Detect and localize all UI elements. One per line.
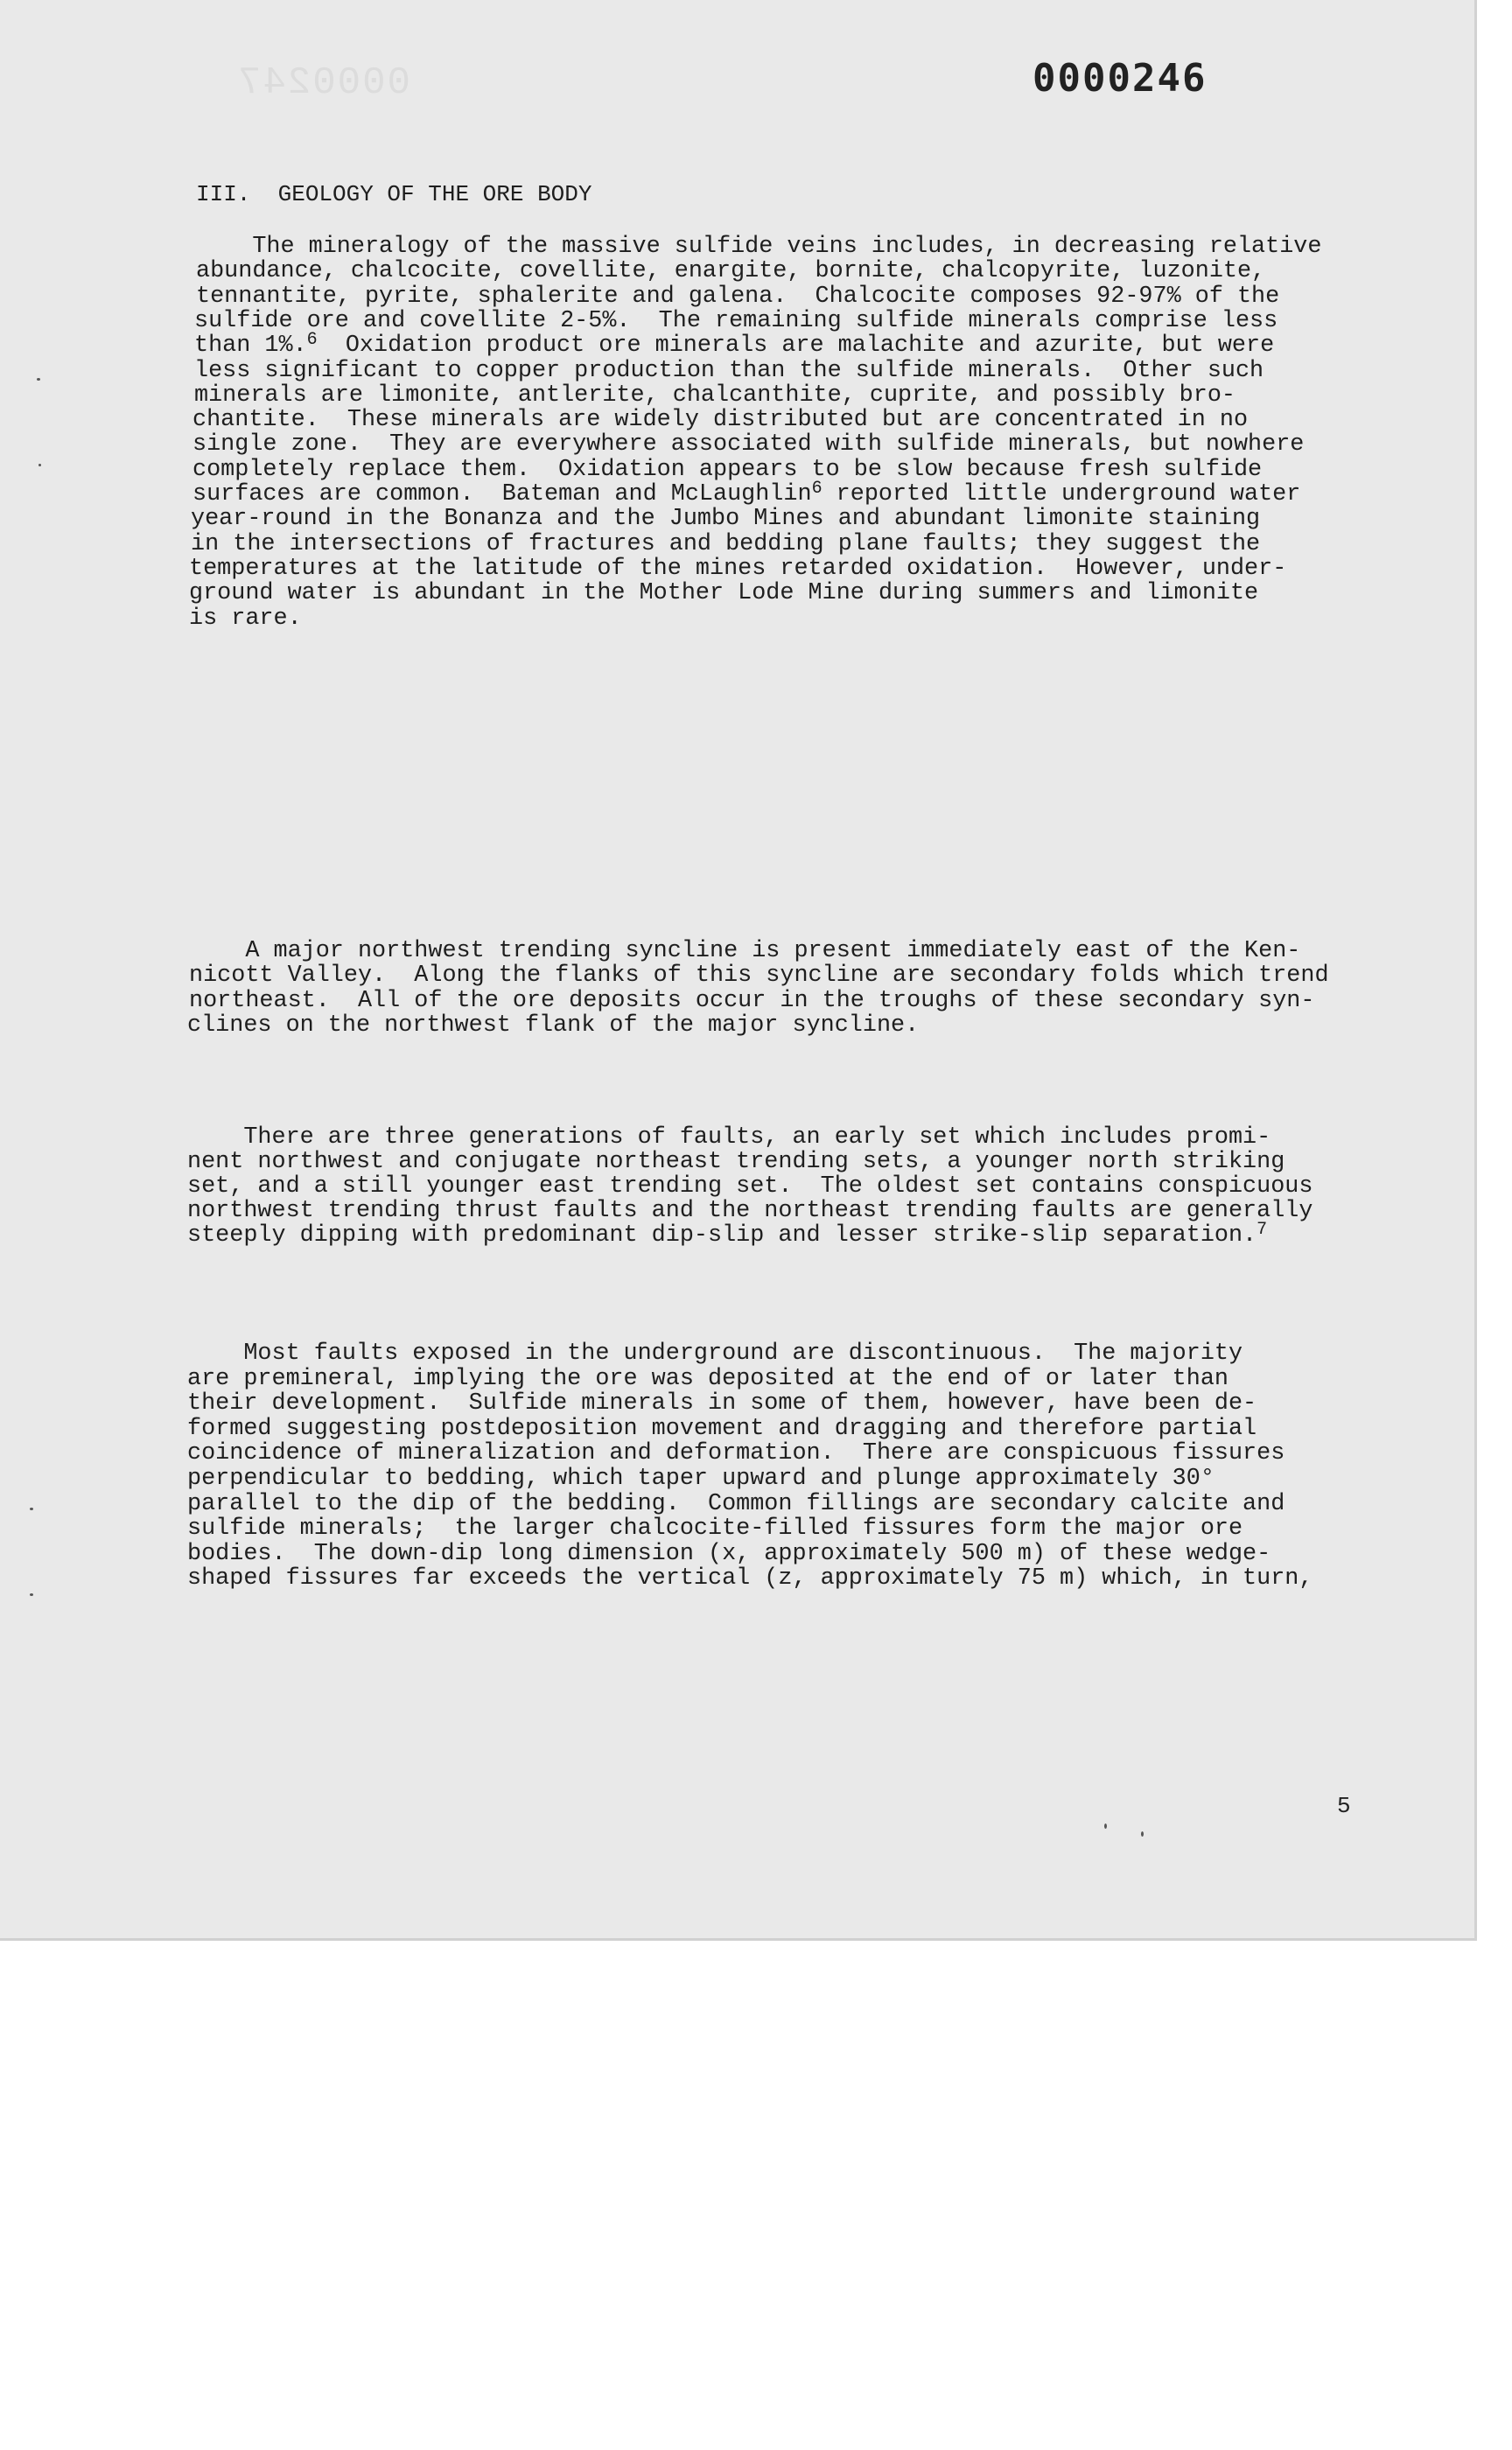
text-line bbox=[187, 1440, 1284, 1466]
text-line bbox=[196, 258, 1265, 284]
footnote-reference: 6 bbox=[306, 330, 318, 351]
line-text: single zone. They are everywhere associated with sulfide minerals, but nowhere bbox=[192, 431, 1305, 458]
text-line bbox=[187, 1198, 1312, 1224]
text-line bbox=[189, 938, 1300, 964]
line-text: perpendicular to bedding, which taper upward and plunge approximately 30° bbox=[187, 1466, 1214, 1492]
text-line bbox=[196, 284, 1279, 310]
text-line bbox=[187, 1466, 1214, 1492]
line-text: their development. Sulfide minerals in some of them, however, have been de- bbox=[187, 1390, 1257, 1418]
line-text: abundance, chalcocite, covellite, enargite, bornite, chalcopyrite, luzonite, bbox=[196, 258, 1266, 285]
text-line bbox=[189, 988, 1314, 1014]
text-line bbox=[187, 1222, 1267, 1250]
line-text: steeply dipping with predominant dip-slip and lesser strike-slip separation. bbox=[187, 1222, 1257, 1249]
text-line bbox=[187, 1340, 1242, 1367]
text-line bbox=[187, 1541, 1270, 1567]
section-heading: III. GEOLOGY OF THE ORE BODY bbox=[196, 181, 592, 207]
line-text: nicott Valley. Along the flanks of this syncline are secondary folds which trend bbox=[189, 962, 1329, 990]
line-text: minerals are limonite, antlerite, chalcanthite, cuprite, and possibly bro- bbox=[194, 382, 1236, 409]
line-text: sulfide ore and covellite 2-5%. The remaining sulfide minerals comprise less bbox=[194, 307, 1278, 334]
text-line bbox=[187, 1516, 1242, 1542]
text-line bbox=[192, 457, 1262, 483]
line-text: are premineral, implying the ore was deposited at the end of or later than bbox=[187, 1365, 1228, 1392]
text-line bbox=[191, 506, 1260, 532]
line-text-continued: Oxidation product ore minerals are malachite and azurite, but were bbox=[317, 332, 1275, 360]
scan-speck bbox=[37, 378, 40, 381]
line-text: A major northwest trending syncline is present immediately east of the Ken- bbox=[189, 938, 1301, 964]
line-text: bodies. The down-dip long dimension (x, approximately 500 m) of these wedge- bbox=[187, 1540, 1271, 1567]
line-text: temperatures at the latitude of the mines retarded oxidation. However, under- bbox=[189, 555, 1287, 582]
text-line bbox=[187, 1416, 1256, 1442]
line-text-continued: reported little underground water bbox=[822, 481, 1301, 508]
footnote-reference: 6 bbox=[811, 479, 822, 499]
text-line bbox=[187, 1149, 1284, 1175]
document-number-stamp: 0000246 bbox=[1032, 56, 1208, 101]
line-text: formed suggesting postdeposition movement and dragging and therefore partial bbox=[187, 1415, 1257, 1442]
text-line bbox=[192, 407, 1248, 433]
scan-speck bbox=[38, 464, 41, 466]
text-line bbox=[194, 382, 1236, 409]
line-text: in the intersections of fractures and bedding plane faults; they suggest the bbox=[191, 530, 1261, 557]
text-line bbox=[189, 580, 1258, 606]
text-line bbox=[196, 234, 1321, 260]
text-line bbox=[189, 556, 1286, 582]
text-line bbox=[187, 1012, 919, 1039]
line-text: year-round in the Bonanza and the Jumbo Mines and abundant limonite staining bbox=[191, 506, 1261, 533]
line-text: northeast. All of the ore deposits occur in the troughs of these secondary syn- bbox=[189, 987, 1315, 1014]
text-line bbox=[187, 1173, 1312, 1200]
line-text: nent northwest and conjugate northeast trending sets, a younger north striking bbox=[187, 1149, 1285, 1175]
line-text: clines on the northwest flank of the major syncline. bbox=[187, 1012, 920, 1039]
line-text: chantite. These minerals are widely distributed but are concentrated in no bbox=[192, 407, 1249, 434]
line-text: parallel to the dip of the bedding. Common fillings are secondary calcite and bbox=[187, 1490, 1285, 1517]
scan-speck bbox=[30, 1593, 33, 1596]
text-line bbox=[187, 1565, 1312, 1592]
text-line bbox=[194, 308, 1278, 334]
line-text: shaped fissures far exceeds the vertical (z, approximately 75 m) which, in turn, bbox=[187, 1565, 1313, 1592]
line-text: surfaces are common. Bateman and McLaughlin bbox=[192, 481, 812, 508]
line-text: The mineralogy of the massive sulfide veins includes, in decreasing relative bbox=[196, 234, 1322, 260]
scan-speck bbox=[30, 1508, 33, 1510]
text-line bbox=[189, 962, 1329, 989]
line-text: is rare. bbox=[189, 605, 302, 632]
line-text: coincidence of mineralization and deformation. There are conspicuous fissures bbox=[187, 1440, 1285, 1467]
text-line bbox=[192, 431, 1304, 458]
line-text: tennantite, pyrite, sphalerite and galena. Chalcocite composes 92-97% of the bbox=[196, 283, 1280, 310]
line-text: northwest trending thrust faults and the northeast trending faults are generally bbox=[187, 1198, 1313, 1224]
bleed-through-number: 0000247 bbox=[236, 61, 410, 105]
line-text: less significant to copper production than the sulfide minerals. Other such bbox=[194, 357, 1264, 384]
scan-speck bbox=[1141, 1831, 1144, 1837]
line-text: There are three generations of faults, an early set which includes promi- bbox=[187, 1124, 1271, 1151]
line-text: sulfide minerals; the larger chalcocite-filled fissures form the major ore bbox=[187, 1516, 1243, 1543]
scan-speck bbox=[1104, 1824, 1107, 1829]
line-text: Most faults exposed in the underground are discontinuous. The majority bbox=[187, 1340, 1243, 1367]
page-number: 5 bbox=[1337, 1793, 1351, 1819]
line-text: than 1%. bbox=[194, 332, 307, 360]
text-line bbox=[189, 606, 302, 632]
line-text: set, and a still younger east trending set. The oldest set contains conspicuous bbox=[187, 1173, 1313, 1200]
text-line bbox=[191, 531, 1260, 557]
text-line bbox=[194, 332, 1274, 360]
text-line bbox=[187, 1491, 1284, 1517]
line-text: completely replace them. Oxidation appears to be slow because fresh sulfide bbox=[192, 456, 1263, 483]
text-line bbox=[192, 481, 1300, 509]
text-line bbox=[187, 1390, 1256, 1417]
footnote-reference: 7 bbox=[1256, 1220, 1268, 1240]
line-text: ground water is abundant in the Mother Lode Mine during summers and limonite bbox=[189, 580, 1259, 607]
text-line bbox=[194, 358, 1264, 384]
text-line bbox=[187, 1366, 1228, 1392]
text-line bbox=[187, 1124, 1270, 1151]
